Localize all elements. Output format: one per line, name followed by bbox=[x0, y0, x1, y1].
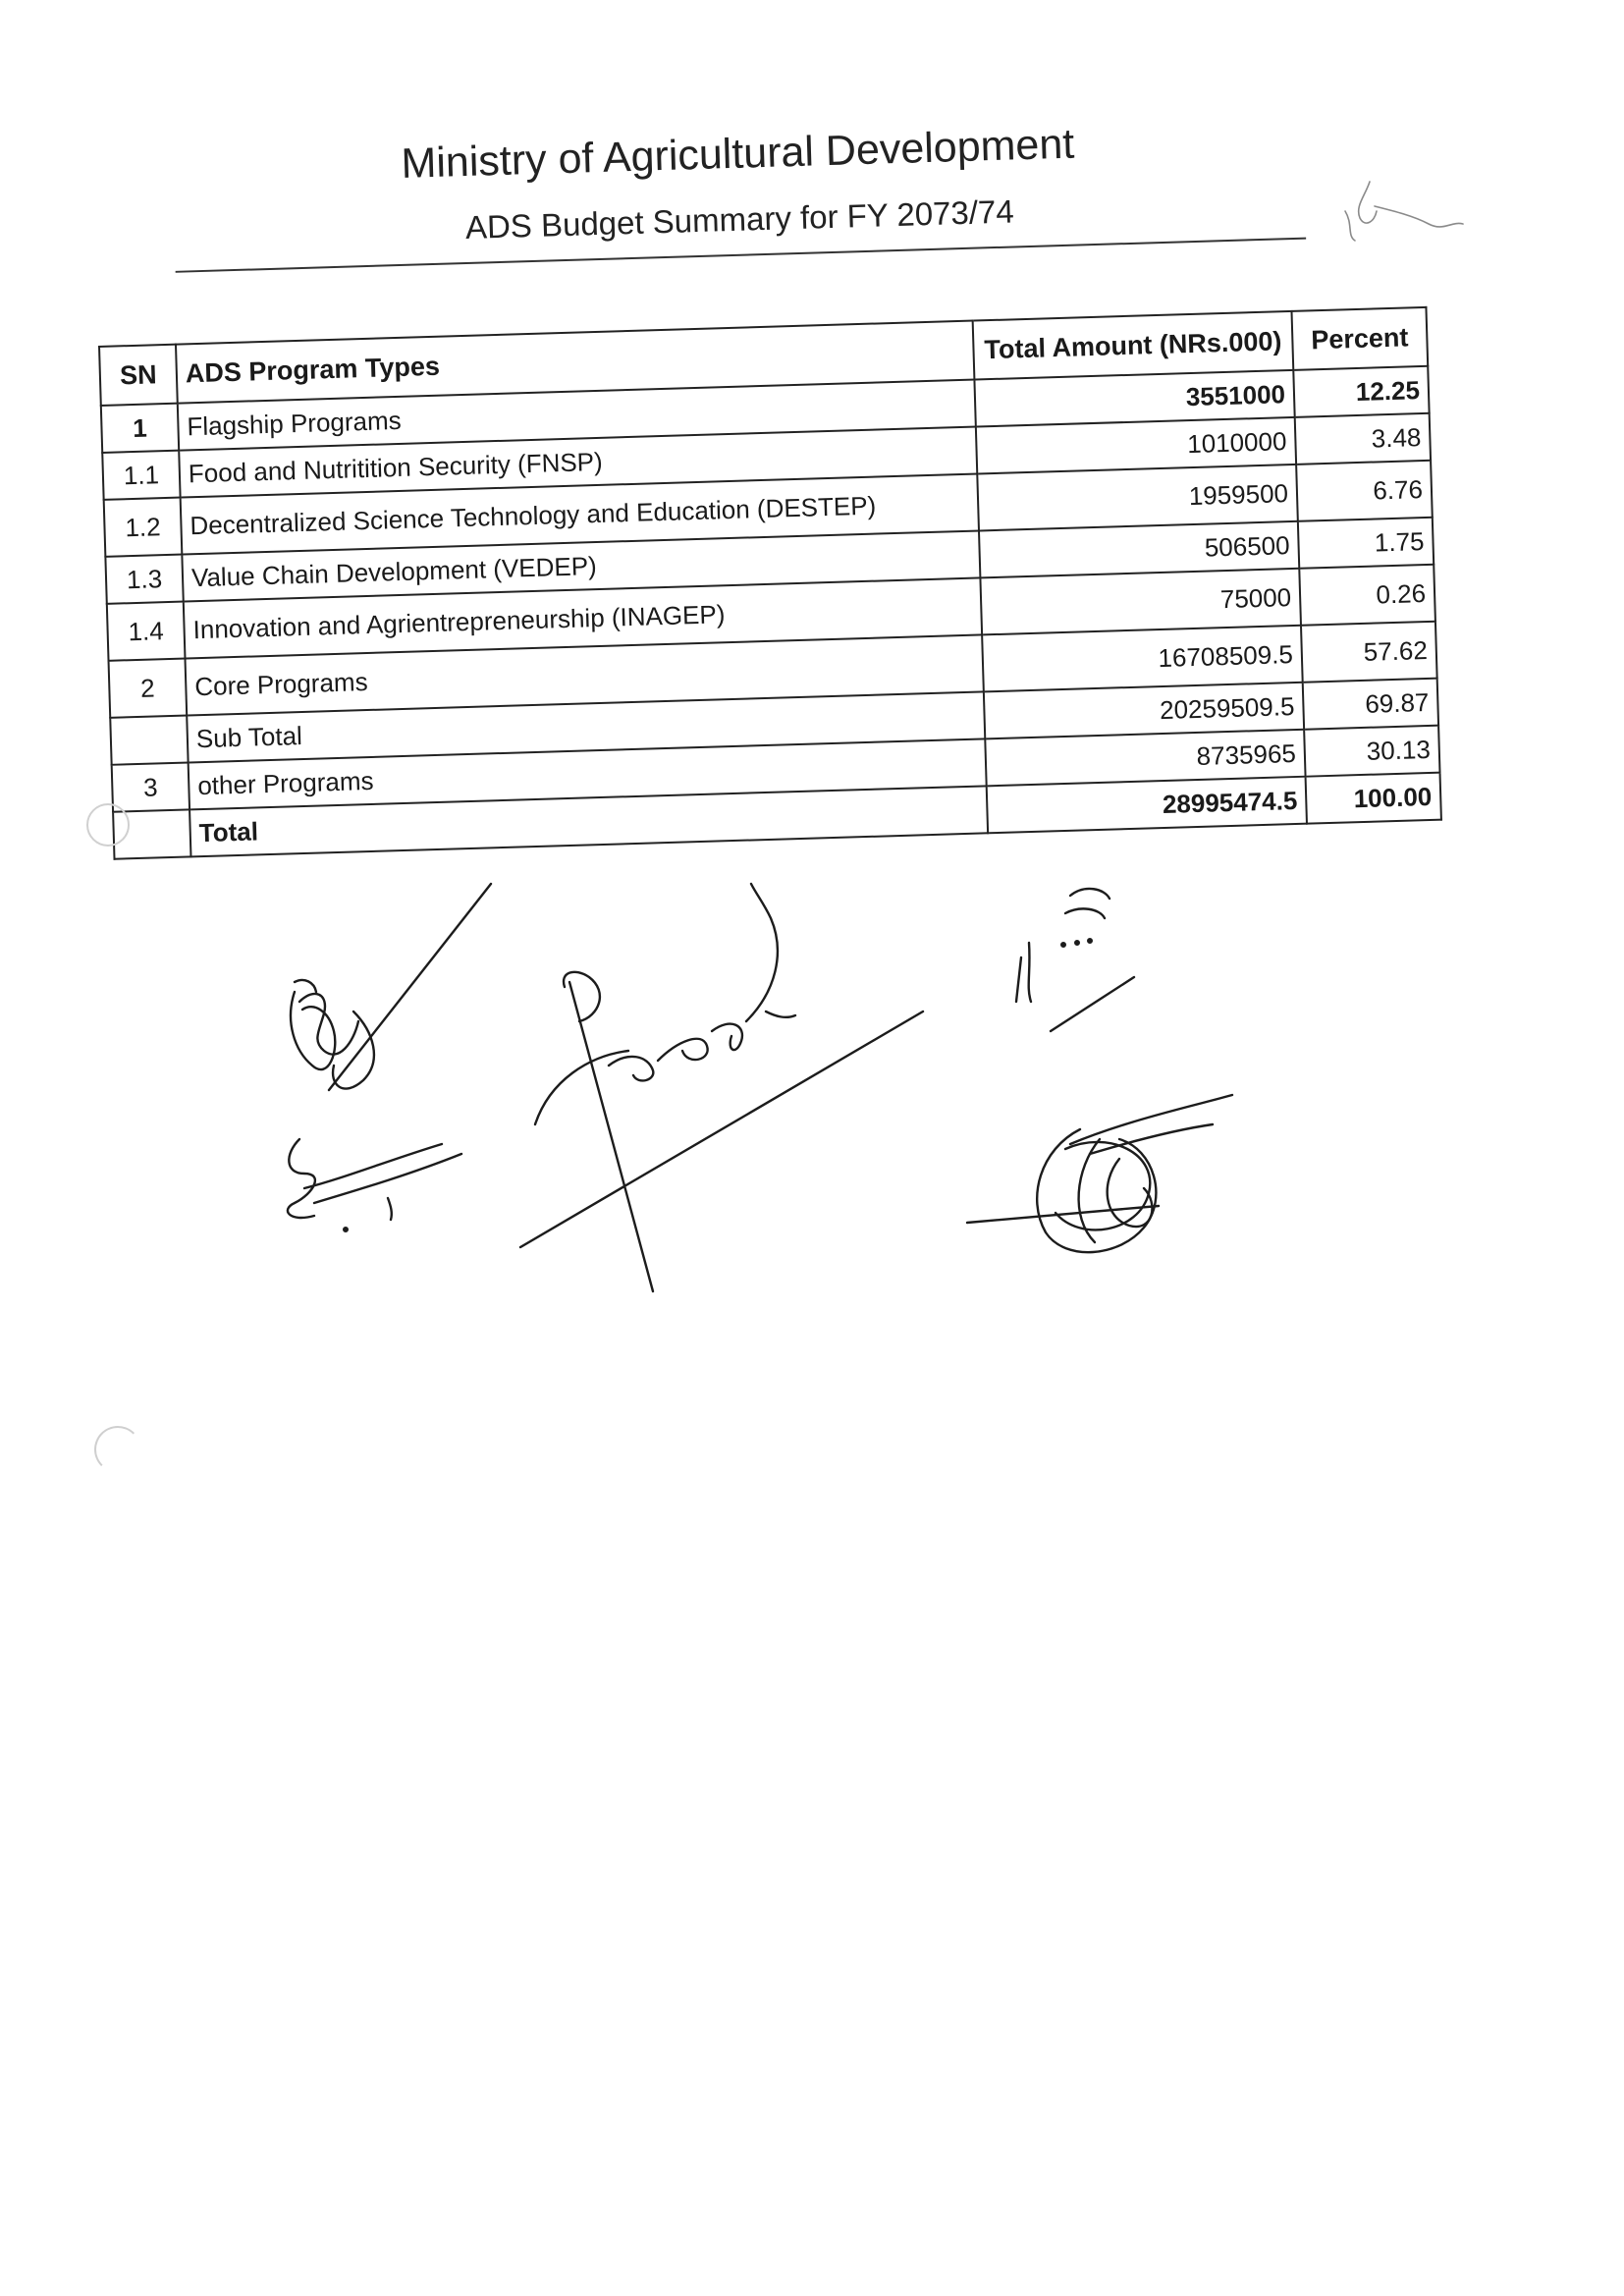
cell-amount: 8735965 bbox=[985, 730, 1305, 787]
header-sn: SN bbox=[99, 345, 178, 406]
page-title: Ministry of Agricultural Development bbox=[400, 120, 1075, 188]
cell-amount: 1959500 bbox=[977, 465, 1298, 531]
signature-2 bbox=[288, 1139, 461, 1231]
cell-program-type: Sub Total bbox=[187, 691, 985, 762]
cell-program-type: Food and Nutritition Security (FNSP) bbox=[179, 427, 977, 498]
cell-percent: 6.76 bbox=[1296, 461, 1433, 521]
cell-sn: 1.4 bbox=[107, 602, 186, 661]
cell-sn: 1.2 bbox=[104, 498, 183, 557]
cell-program-type: Total bbox=[189, 786, 988, 856]
cell-amount: 506500 bbox=[979, 521, 1299, 578]
cell-sn bbox=[110, 715, 188, 764]
budget-table bbox=[98, 306, 1442, 860]
cell-program-type: Core Programs bbox=[185, 634, 983, 715]
cell-percent: 30.13 bbox=[1304, 726, 1439, 777]
cell-amount: 1010000 bbox=[976, 417, 1296, 474]
cell-percent: 12.25 bbox=[1293, 366, 1429, 417]
cell-amount: 3551000 bbox=[974, 370, 1294, 427]
cell-amount: 16708509.5 bbox=[982, 626, 1303, 692]
signature-3 bbox=[520, 884, 923, 1291]
signature-1 bbox=[291, 884, 491, 1090]
cell-program-type: other Programs bbox=[189, 738, 987, 809]
cell-percent: 100.00 bbox=[1306, 773, 1441, 824]
cell-sn: 1.3 bbox=[105, 555, 183, 604]
punch-hole-upper bbox=[86, 803, 130, 847]
cell-program-type: Value Chain Development (VEDEP) bbox=[182, 530, 980, 601]
cell-program-type: Innovation and Agrientrepreneurship (INAGEP) bbox=[184, 577, 982, 658]
header-total-amount: Total Amount (NRs.000) bbox=[973, 311, 1294, 380]
cell-amount: 20259509.5 bbox=[984, 683, 1304, 739]
punch-hole-lower bbox=[94, 1426, 141, 1473]
cell-sn: 2 bbox=[109, 659, 188, 718]
cell-percent: 0.26 bbox=[1299, 565, 1435, 626]
cell-percent: 69.87 bbox=[1303, 679, 1438, 730]
cell-program-type: Decentralized Science Technology and Education (DESTEP) bbox=[181, 473, 979, 554]
initials-top-right bbox=[1345, 182, 1463, 241]
cell-amount: 75000 bbox=[980, 569, 1301, 635]
header-percent: Percent bbox=[1291, 307, 1428, 370]
cell-percent: 1.75 bbox=[1298, 518, 1434, 569]
header-program-type: ADS Program Types bbox=[176, 321, 974, 404]
cell-amount: 28995474.5 bbox=[987, 777, 1307, 834]
cell-percent: 3.48 bbox=[1295, 413, 1431, 465]
cell-sn: 1 bbox=[101, 404, 179, 453]
cell-sn: 1.1 bbox=[102, 451, 180, 500]
signature-4 bbox=[1016, 889, 1134, 1031]
document-header bbox=[167, 84, 1305, 246]
cell-sn: 3 bbox=[112, 762, 189, 811]
cell-percent: 57.62 bbox=[1301, 622, 1437, 683]
page-subtitle: ADS Budget Summary for FY 2073/74 bbox=[464, 192, 1015, 246]
cell-program-type: Flagship Programs bbox=[178, 380, 976, 451]
signature-5 bbox=[967, 1095, 1232, 1252]
budget-table-wrapper bbox=[98, 306, 1442, 860]
